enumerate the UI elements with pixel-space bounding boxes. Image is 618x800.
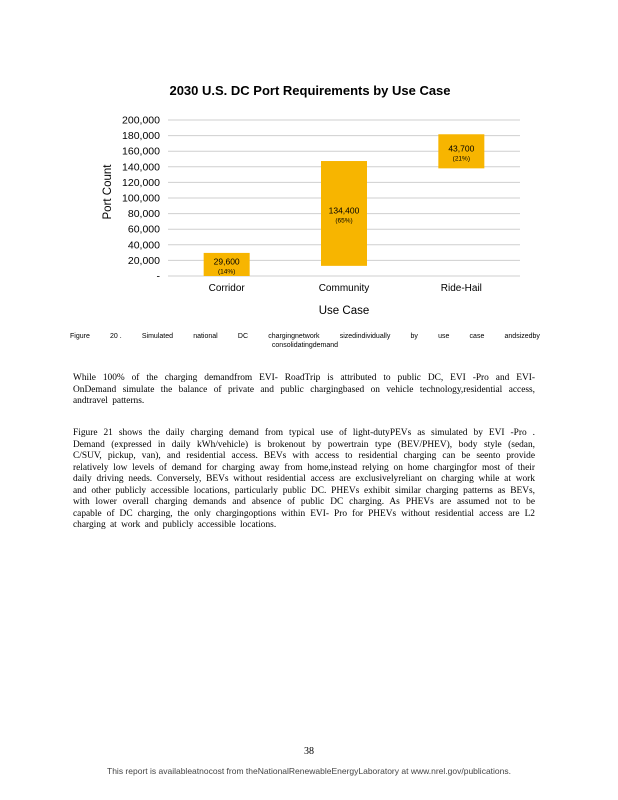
data-label-share: (65%) xyxy=(335,217,353,225)
x-tick-label: Ride-Hail xyxy=(440,283,482,294)
data-label-value: 43,700 xyxy=(448,143,475,154)
chart-title: 2030 U.S. DC Port Requirements by Use Case xyxy=(169,83,451,98)
y-tick-label: 140,000 xyxy=(122,161,160,174)
caption-figure-label: Figure xyxy=(70,333,90,340)
y-axis-label: Port Count xyxy=(102,164,114,220)
y-tick-label: 60,000 xyxy=(127,223,160,236)
caption-word: case xyxy=(469,333,485,340)
x-tick-label: Community xyxy=(318,283,370,294)
y-tick-label: 200,000 xyxy=(122,114,160,127)
data-label-share: (21%) xyxy=(452,155,471,163)
caption-word: national xyxy=(193,333,218,340)
caption-word: use xyxy=(438,333,450,340)
figure-caption xyxy=(70,333,540,349)
caption-line-2: consolidatingdemand xyxy=(271,342,339,349)
y-tick-label: 40,000 xyxy=(127,239,160,252)
footer-text: This report is availableatnocost from theNationalRenewableEnergyLaboratory at www.nrel.gov/publications. xyxy=(107,766,511,776)
y-tick-label: 120,000 xyxy=(122,176,160,189)
y-tick-label: - xyxy=(156,270,160,283)
y-tick-label: 180,000 xyxy=(122,130,160,143)
page-number: 38 xyxy=(304,746,314,757)
caption-word: chargingnetwork xyxy=(268,333,320,340)
bar-chart xyxy=(0,0,618,330)
caption-figure-number: 20 . xyxy=(110,333,122,340)
data-label-value: 29,600 xyxy=(213,256,240,267)
caption-word: DC xyxy=(237,333,249,340)
y-tick-label: 100,000 xyxy=(122,192,160,205)
data-label-share: (14%) xyxy=(217,268,236,276)
paragraph-2: Figure 21 shows the daily charging demand from typical use of light-dutyPEVs as simulated by EVI -Pro . Demand (expressed in daily kWh/vehicle) is brokenout by powertrain type (BEV/PHEV), body style (sedan, C/SUV, pickup, van), and residential access. BEVs with access to residential charging can be seento provide relatively low levels of demand for charging away from home,instead relying on home chargingfor most of their daily driving needs. Conversely, BEVs without residential access are exclusivelyreliant on charging while at work and other publicly accessible locations, particularly public DC. PHEVs exhibit similar charging patterns as BEVs, with lower overall charging demands and absence of public DC charging. As PHEVs are assumed not to be capable of DC charging, the only chargingoptions within EVI- Pro for PHEVs without residential access are L2 charging at work and publicly accessible locations. xyxy=(73,428,535,531)
caption-word: Simulated xyxy=(141,333,174,340)
y-tick-label: 80,000 xyxy=(127,208,160,221)
caption-word: andsizedby xyxy=(504,333,540,340)
caption-word: by xyxy=(410,333,418,340)
data-label-value: 134,400 xyxy=(328,205,360,216)
y-tick-label: 160,000 xyxy=(122,145,160,158)
caption-word: sizedindividually xyxy=(339,333,391,340)
paragraph-1: While 100% of the charging demandfrom EVI- RoadTrip is attributed to public DC, EVI -Pro and EVI-OnDemand simulate the balance of private and public chargingbased on vehicle technology,residential access, andtravel patterns. xyxy=(73,373,535,407)
caption-line-1 xyxy=(70,333,540,340)
y-tick-label: 20,000 xyxy=(127,254,160,267)
x-axis-label: Use Case xyxy=(318,305,370,317)
x-tick-label: Corridor xyxy=(208,283,245,294)
